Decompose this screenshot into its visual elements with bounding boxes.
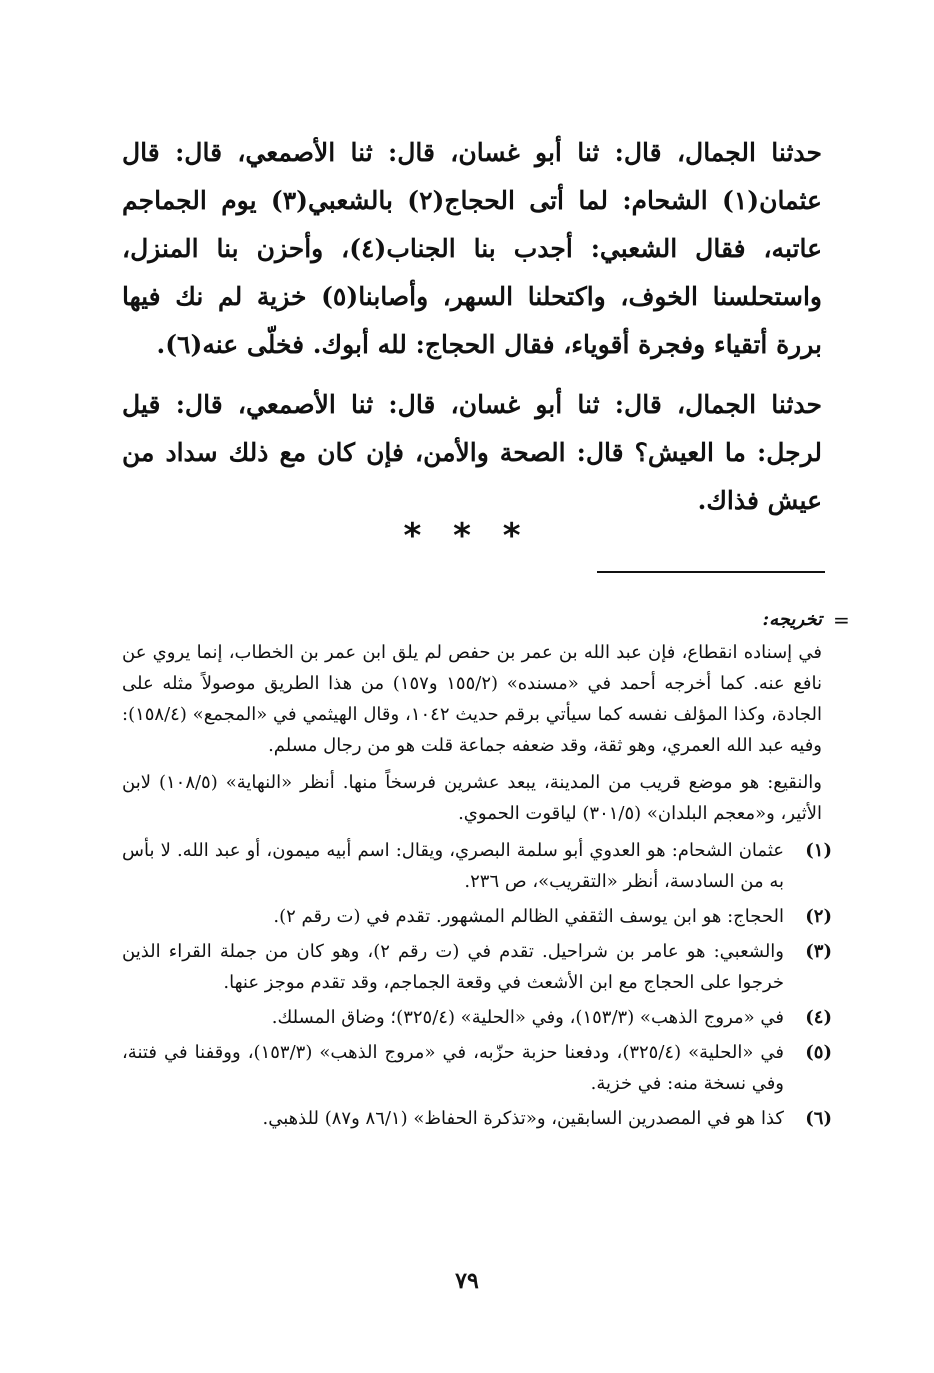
footnote-number: (٣) (805, 941, 832, 962)
narration-paragraph-2: حدثنا الجمال، قال: ثنا أبو غسان، قال: ثنا الأصمعي، قال: قيل لرجل: ما العيش؟ قال: الصحة والأمن، فإن كان مع ذلك سداد من عيش فذاك. (122, 390, 822, 515)
footnote-text: كذا هو في المصدرين السابقين، و«تذكرة الحفاظ» (٨٦/١ و٨٧) للذهبي. (262, 1108, 784, 1129)
footnote-text: الحجاج: هو ابن يوسف الثقفي الظالم المشهور. تقدم في (ت رقم ٢). (273, 906, 784, 927)
footnote-number: (٦) (805, 1108, 832, 1129)
takhrij-text: في إسناده انقطاع، فإن عبد الله بن عمر بن حفص لم يلق ابن عمر بن الخطاب، إنما يروي عن نافع عنه. كما أخرجه أحمد في «مسنده» (١٥٥/٢ و١٥٧) من هذا الطريق موصولاً مثله على الجادة، وكذا المؤلف نفسه كما سيأتي برقم حديث ١٠٤٢، وقال الهيثمي في «المجمع» (١٥٨/٤): وفيه عبد الله العمري، وهو ثقة، وقد ضعفه جماعة قلت هو من رجال مسلم. (122, 642, 823, 756)
footnote-item (122, 835, 832, 897)
footnote-number: (٤) (805, 1007, 832, 1028)
narration-paragraph-1: حدثنا الجمال، قال: ثنا أبو غسان، قال: ثنا الأصمعي، قال: قال عثمان(١) الشحام: لما أتى الحجاج(٢) بالشعبي(٣) يوم الجماجم عاتبه، فقال الشعبي: أجدب بنا الجناب(٤)، وأحزن بنا المنزل، واستحلسنا الخوف، واكتحلنا السهر، وأصابنا(٥) خزية لم نك فيها بررة أتقياء وفجرة أقوياء، فقال الحجاج: لله أبوك. فخلّى عنه(٦). (122, 138, 823, 359)
footnote-number: (٢) (805, 906, 832, 927)
footnote-text: والشعبي: هو عامر بن شراحيل. تقدم في (ت رقم ٢)، وهو كان من جملة القراء الذين خرجوا على الحجاج مع ابن الأشعث في وقعة الجماجم، وقد تقدم موجز عنها. (122, 941, 785, 993)
footnotes-section (122, 604, 832, 1138)
continuation-mark: = (833, 608, 850, 632)
footnote-divider (597, 571, 825, 573)
footnote-item (122, 1037, 832, 1099)
page-number: ٧٩ (455, 1268, 479, 1294)
footnote-number: (٥) (805, 1042, 832, 1063)
footnote-item (122, 936, 832, 998)
footnote-text: عثمان الشحام: هو العدوي أبو سلمة البصري، ويقال: اسم أبيه ميمون، أو عبد الله. لا بأس به من السادسة، أنظر «التقريب»، ص ٢٣٦. (122, 840, 784, 892)
section-separator: * * * (403, 516, 531, 556)
takhrij-heading: تخريجه: (762, 609, 822, 630)
footnote-text: في «الحلية» (٣٢٥/٤)، ودفعنا حزبة حزّبه، في «مروج الذهب» (١٥٣/٣)، ووقفنا في فتنة، وفي نسخة منه: في خزية. (122, 1042, 785, 1094)
footnote-item (122, 1103, 832, 1134)
footnote-number: (١) (805, 840, 832, 861)
footnote-item (122, 901, 832, 932)
footnote-item (122, 1002, 832, 1033)
footnote-text: في «مروج الذهب» (١٥٣/٣)، وفي «الحلية» (٣٢٥/٤)؛ وضاق المسلك. (271, 1007, 784, 1028)
naqi-note: والنقيع: هو موضع قريب من المدينة، يبعد عشرين فرسخاً منها. أنظر «النهاية» (١٠٨/٥) لابن الأثير، و«معجم البلدان» (٣٠١/٥) لياقوت الحموي. (122, 772, 822, 824)
